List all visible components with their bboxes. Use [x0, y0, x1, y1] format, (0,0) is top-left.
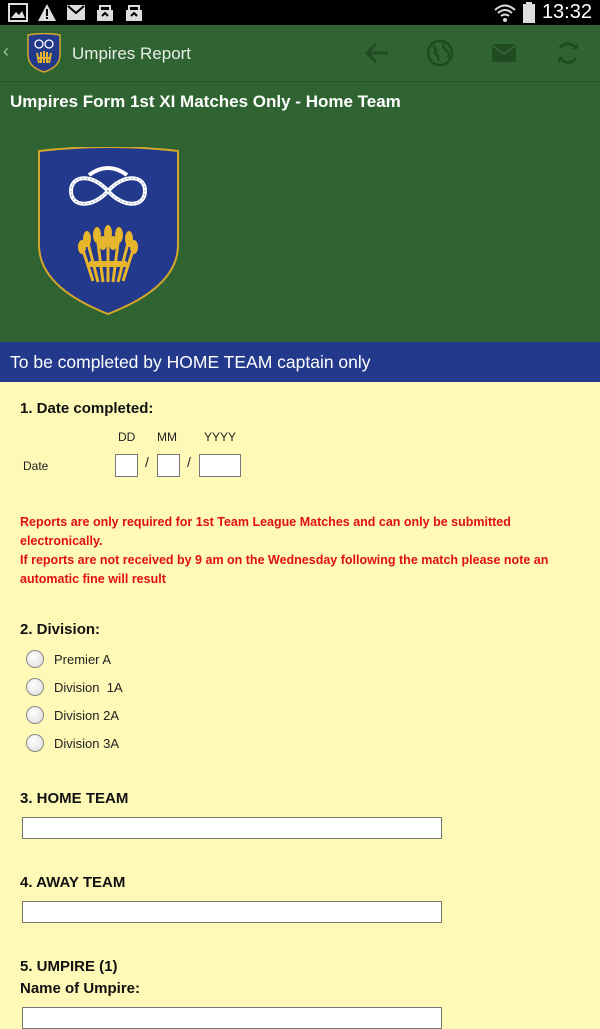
division-option-label: Division 2A: [54, 707, 120, 723]
warning-icon: [37, 3, 57, 22]
banner-text: To be completed by HOME TEAM captain only: [10, 352, 371, 372]
refresh-icon: [555, 40, 581, 66]
year-column-label: YYYY: [204, 430, 237, 444]
division-section-title: 2. Division:: [20, 621, 101, 638]
club-crest: [37, 147, 180, 317]
upload-icon-2: [124, 3, 144, 22]
division-option-label: Division 1A: [54, 679, 123, 695]
radio-button[interactable]: [26, 678, 44, 696]
warning-notice: [20, 513, 580, 589]
month-column-label: MM: [157, 430, 177, 444]
instruction-banner: [0, 342, 600, 382]
division-option-label: Premier A: [54, 651, 112, 667]
division-option-2a[interactable]: [26, 706, 119, 724]
back-arrow-button[interactable]: [362, 38, 392, 68]
status-bar: [0, 0, 600, 25]
date-separator-2: /: [187, 454, 191, 470]
day-column-label: DD: [118, 430, 136, 444]
division-option-label: Division 3A: [54, 735, 120, 751]
radio-button[interactable]: [26, 650, 44, 668]
home-team-input[interactable]: [22, 817, 442, 839]
email-button[interactable]: [489, 38, 519, 68]
radio-button[interactable]: [26, 734, 44, 752]
umpire-form: [0, 383, 600, 1024]
date-separator-1: /: [145, 454, 149, 470]
envelope-icon: [491, 43, 517, 63]
umpire-name-input[interactable]: [22, 1007, 442, 1029]
battery-icon: [522, 2, 536, 23]
gmail-icon: [66, 3, 86, 22]
home-team-title: 3. HOME TEAM: [20, 790, 129, 807]
warning-line-2: If reports are not received by 9 am on the Wednesday following the match please note an automatic fine will result: [20, 553, 549, 586]
division-option-1a[interactable]: [26, 678, 123, 696]
year-input[interactable]: [199, 454, 241, 477]
away-team-input[interactable]: [22, 901, 442, 923]
date-row-label: Date: [23, 459, 49, 473]
globe-icon: [426, 39, 454, 67]
refresh-button[interactable]: [553, 38, 583, 68]
app-title: Umpires Report: [72, 44, 192, 63]
back-chevron-icon[interactable]: ‹: [3, 41, 9, 61]
form-header: [0, 82, 600, 342]
clock: 13:32: [541, 1, 592, 23]
month-input[interactable]: [157, 454, 180, 477]
warning-line-1: Reports are only required for 1st Team League Matches and can only be submitted electronically.: [20, 515, 511, 548]
radio-button[interactable]: [26, 706, 44, 724]
division-option-3a[interactable]: [26, 734, 119, 752]
upload-icon: [95, 3, 115, 22]
division-option-premier-a[interactable]: [26, 650, 111, 668]
date-section-title: 1. Date completed:: [20, 400, 154, 417]
umpire-name-label: Name of Umpire:: [20, 980, 141, 997]
action-bar: [0, 25, 600, 82]
gallery-icon: [8, 3, 28, 22]
form-title: Umpires Form 1st XI Matches Only - Home Team: [10, 92, 401, 111]
umpire-section-title: 5. UMPIRE (1): [20, 958, 118, 975]
wifi-icon: [494, 3, 516, 23]
day-input[interactable]: [115, 454, 138, 477]
away-team-title: 4. AWAY TEAM: [20, 874, 126, 891]
arrow-left-icon: [364, 41, 390, 65]
club-logo[interactable]: [26, 33, 62, 73]
browser-button[interactable]: [425, 38, 455, 68]
